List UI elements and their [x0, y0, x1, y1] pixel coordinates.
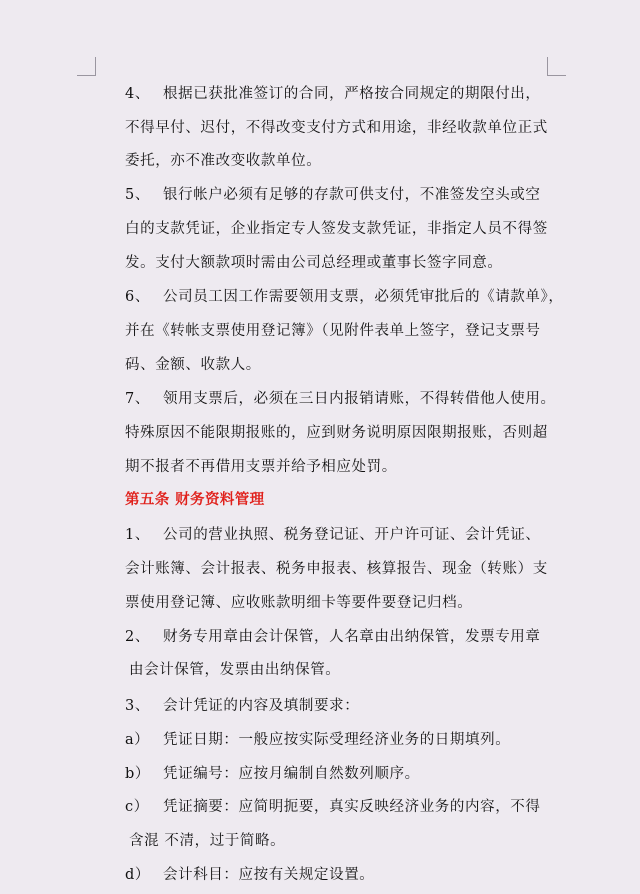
line-text: 码、金额、收款人。 — [125, 357, 261, 373]
text-line — [125, 84, 541, 104]
text-line — [125, 457, 397, 477]
text-line — [125, 423, 548, 443]
line-text: 含混 不清，过于简略。 — [129, 833, 286, 849]
line-text: 会计科目：应按有关规定设置。 — [163, 867, 375, 883]
line-text: 由会计保管，发票由出纳保管。 — [129, 662, 341, 678]
line-text: 公司的营业执照、税务登记证、开户许可证、会计凭证、 — [163, 527, 541, 543]
item-number: 7、 — [125, 391, 150, 407]
text-line — [125, 118, 548, 138]
item-number: b） — [125, 766, 150, 782]
text-line — [125, 559, 548, 579]
line-text: 不得早付、迟付，不得改变支付方式和用途，非经收款单位正式 — [125, 120, 548, 136]
line-text: 会计凭证的内容及填制要求： — [163, 698, 360, 714]
text-line — [125, 355, 261, 375]
line-text: 凭证摘要：应简明扼要，真实反映经济业务的内容，不得 — [163, 799, 541, 815]
item-number: 3、 — [125, 698, 150, 714]
text-line — [125, 627, 541, 647]
page-corner-mark-top-right — [547, 57, 566, 76]
line-text: 根据已获批准签订的合同，严格按合同规定的期限付出， — [163, 86, 541, 102]
line-text: 领用支票后，必须在三日内报销请账，不得转借他人使用。 — [163, 391, 556, 407]
item-number: 2、 — [125, 629, 150, 645]
text-line — [125, 797, 541, 817]
text-line — [125, 660, 340, 680]
text-line — [125, 253, 503, 273]
text-line — [125, 389, 556, 409]
line-text: 凭证日期：一般应按实际受理经济业务的日期填列。 — [163, 732, 511, 748]
item-number: c） — [125, 799, 149, 815]
line-text: 会计账簿、会计报表、税务申报表、核算报告、现金（转账）支 — [125, 561, 548, 577]
item-number: 1、 — [125, 527, 150, 543]
item-number: 6、 — [125, 289, 150, 305]
line-text: 白的支款凭证，企业指定专人签发支款凭证，非指定人员不得签 — [125, 221, 548, 237]
text-line — [125, 764, 420, 784]
text-line — [125, 321, 541, 341]
section-heading: 第五条 财务资料管理 — [125, 491, 265, 508]
line-text: 财务专用章由会计保管，人名章由出纳保管，发票专用章 — [163, 629, 541, 645]
item-number: 4、 — [125, 86, 150, 102]
line-text: 委托，亦不准改变收款单位。 — [125, 153, 322, 169]
text-line — [125, 219, 548, 239]
text-line — [125, 865, 374, 885]
text-line — [125, 287, 563, 307]
text-line — [125, 696, 359, 716]
line-text: 银行帐户必须有足够的存款可供支付，不准签发空头或空 — [163, 187, 541, 203]
line-text: 发。支付大额款项时需由公司总经理或董事长签字同意。 — [125, 255, 503, 271]
item-number: a） — [125, 732, 150, 748]
item-number: d） — [125, 867, 150, 883]
line-text: 期不报者不再借用支票并给予相应处罚。 — [125, 459, 397, 475]
text-line — [125, 593, 472, 613]
line-text: 公司员工因工作需要领用支票，必须凭审批后的《请款单》， — [163, 289, 564, 305]
text-line — [125, 185, 541, 205]
text-line — [125, 831, 285, 851]
item-number: 5、 — [125, 187, 150, 203]
text-line — [125, 730, 510, 750]
line-text: 特殊原因不能限期报账的，应到财务说明原因限期报账，否则超 — [125, 425, 548, 441]
text-line — [125, 525, 541, 545]
line-text: 凭证编号：应按月编制自然数列顺序。 — [163, 766, 420, 782]
page-corner-mark-top-left — [77, 57, 96, 76]
line-text: 票使用登记簿、应收账款明细卡等要件要登记归档。 — [125, 595, 473, 611]
text-line — [125, 151, 321, 171]
line-text: 并在《转帐支票使用登记簿》（见附件表单上签字，登记支票号 — [125, 323, 541, 339]
